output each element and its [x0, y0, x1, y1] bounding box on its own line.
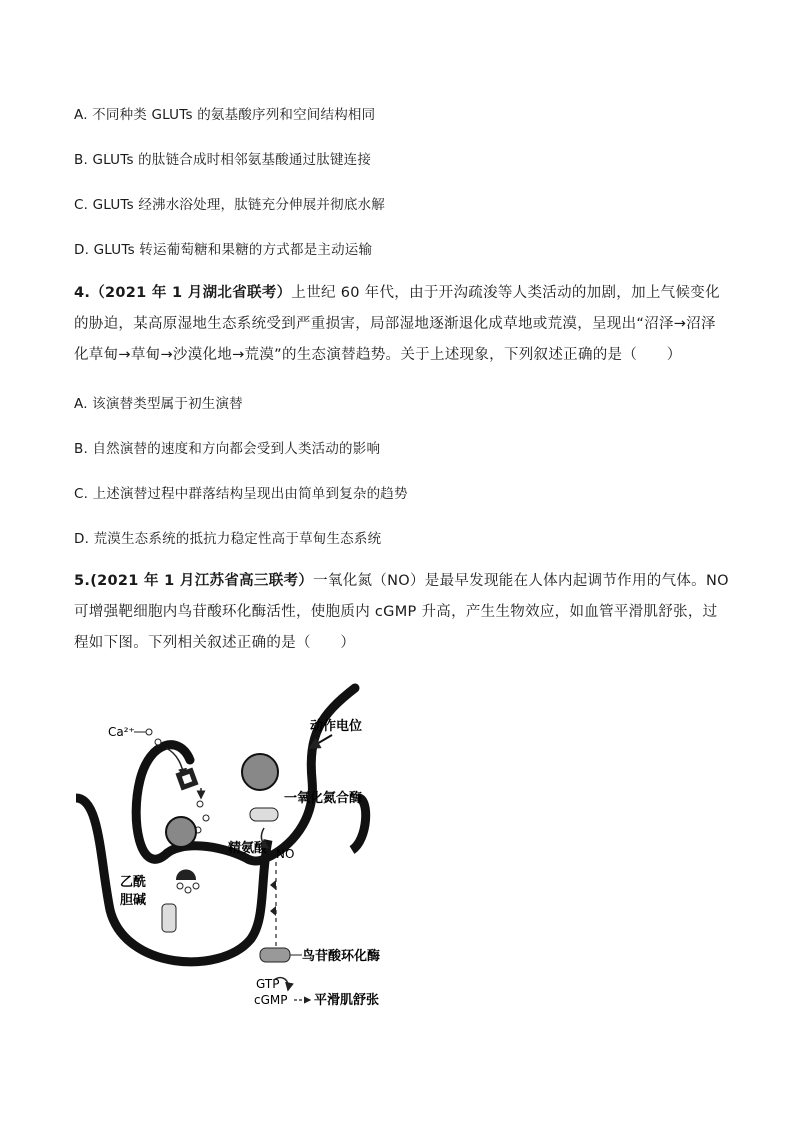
- q3-option-a: A. 不同种类 GLUTs 的氨基酸序列和空间结构相同: [74, 107, 376, 123]
- q3-option-b: B. GLUTs 的肽链合成时相邻氨基酸通过肽键连接: [74, 152, 372, 168]
- action-potential-label: 动作电位: [310, 719, 363, 734]
- release-bump: [176, 870, 196, 881]
- q4-stem-text: 上世纪 60 年代，由于开沟疏浚等人类活动的加剧，加上气候变化的胁迫，某高原湿地生态系统受到严重损害，局部湿地逐渐退化成草地或荒漠，呈现出“沼泽→沼泽化草甸→草甸→沙漠化地→荒漠”的生态演替趋势。关于上述现象，下列叙述正确的是（ ）: [74, 285, 720, 363]
- ca-ion: [155, 739, 161, 745]
- no-molecule: [270, 880, 276, 890]
- q3-option-c: C. GLUTs 经沸水浴处理，肽链充分伸展并彻底水解: [74, 197, 385, 213]
- ach-label-1: 乙酰: [120, 875, 147, 890]
- q4-stem: [74, 278, 729, 371]
- q5-source: (2021 年 1 月江苏省高三联考）: [90, 573, 314, 589]
- guanylate-cyclase: [260, 948, 290, 962]
- q4-option-d: D. 荒漠生态系统的抵抗力稳定性高于草甸生态系统: [74, 531, 382, 547]
- ach-receptor: [162, 904, 176, 932]
- q4-option-c: C. 上述演替过程中群落结构呈现出由简单到复杂的趋势: [74, 486, 408, 502]
- vesicle: [166, 817, 196, 847]
- q4-number: 4.: [74, 285, 91, 301]
- q3-option-d: D. GLUTs 转运葡萄糖和果糖的方式都是主动运输: [74, 242, 373, 258]
- gc-label: 鸟苷酸环化酶: [302, 949, 381, 964]
- q5-number: 5.: [74, 573, 91, 589]
- nos-label: 一氧化氮合酶: [284, 791, 363, 806]
- q4-option-a: A. 该演替类型属于初生演替: [74, 396, 243, 412]
- q4-source: （2021 年 1 月湖北省联考）: [90, 285, 292, 301]
- ach-molecule: [177, 883, 183, 889]
- vesicle: [242, 754, 278, 790]
- gtp-label: GTP: [256, 977, 280, 991]
- ach-label-2: 胆碱: [120, 893, 147, 908]
- relax-label: 平滑肌舒张: [314, 993, 380, 1008]
- ca-ion: [203, 815, 209, 821]
- ach-molecule: [193, 883, 199, 889]
- ca-ion: [146, 729, 152, 735]
- arginine-label: 精氨酸: [228, 841, 268, 856]
- ca-label: Ca²⁺: [108, 725, 135, 739]
- cgmp-label: cGMP: [254, 993, 288, 1007]
- q5-stem: [74, 566, 729, 659]
- ca-ion: [197, 801, 203, 807]
- no-label: NO: [276, 847, 295, 861]
- no-signaling-figure: [70, 680, 430, 1020]
- nos-enzyme: [250, 808, 278, 821]
- ach-molecule: [185, 887, 191, 893]
- q4-option-b: B. 自然演替的速度和方向都会受到人类活动的影响: [74, 441, 381, 457]
- no-molecule: [270, 906, 276, 916]
- q5-stem-text: 一氧化氮（NO）是最早发现能在人体内起调节作用的气体。NO 可增强靶细胞内鸟苷酸环化酶活性，使胞质内 cGMP 升高，产生生物效应，如血管平滑肌舒张，过程如下图。下列相关叙述正确的是（ ）: [74, 573, 729, 651]
